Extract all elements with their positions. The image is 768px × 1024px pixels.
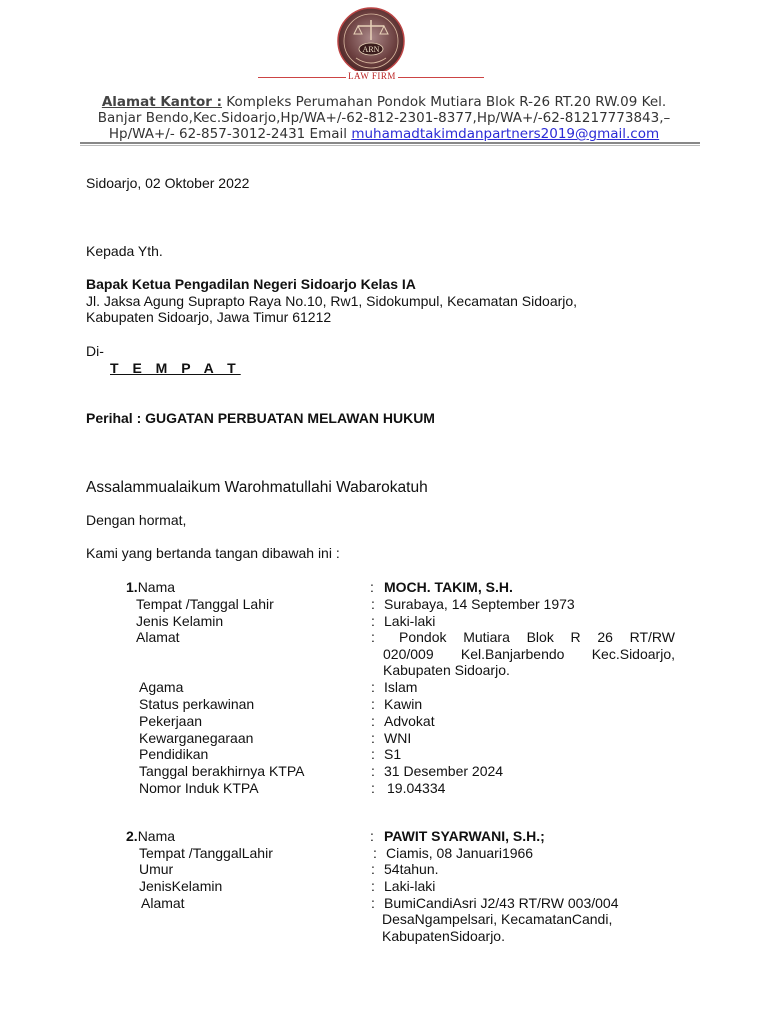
person1-alamat-2: 020/009 Kel.Banjarbendo Kec.Sidoarjo, [383,646,675,662]
person2-umur: 54tahun. [384,861,439,877]
person2-nama-label: Nama [137,828,176,844]
person1-ktpa-number: 19.04334 [387,780,446,796]
colon: : [373,845,377,861]
person2-alamat-1: BumiCandiAsri J2/43 RT/RW 003/004 [384,895,619,911]
person1-ttl-label: Tempat /Tanggal Lahir [136,596,274,612]
person2-number: 2. [126,828,138,844]
person1-pendidikan: S1 [384,746,402,762]
person2-nama-row-label [126,828,175,844]
firm-label: LAW FIRM [346,71,398,81]
colon: : [371,763,375,779]
email-link[interactable]: muhamadtakimdanpartners2019@gmail.com [351,126,660,142]
recipient-address-1: Jl. Jaksa Agung Suprapto Raya No.10, Rw1, Sidokumpul, Kecamatan Sidoarjo, [86,293,578,309]
person1-jk-label: Jenis Kelamin [136,613,224,629]
address-text-1: Kompleks Perumahan Pondok Mutiara Blok R-26 RT.20 RW.09 Kel. [222,94,667,110]
person1-number: 1. [126,579,138,595]
person1-ktpa-date: 31 Desember 2024 [384,763,504,779]
person1-pekerjaan-label: Pekerjaan [139,713,203,729]
person2-jk-label: JenisKelamin [139,878,223,894]
colon: : [371,730,375,746]
header-rule-thin [80,145,700,146]
person2-umur-label: Umur [139,861,174,877]
to-label: Kepada Yth. [86,243,163,259]
colon: : [371,746,375,762]
recipient-address-2: Kabupaten Sidoarjo, Jawa Timur 61212 [86,309,332,325]
firm-logo [336,6,406,76]
person2-ttl-label: Tempat /TanggalLahir [139,845,273,861]
person2-ttl: Ciamis, 08 Januari1966 [386,845,534,861]
address-label: Alamat Kantor : [101,94,223,110]
colon: : [370,579,374,595]
person1-pekerjaan: Advokat [384,713,435,729]
colon: : [371,596,375,612]
person1-ttl: Surabaya, 14 September 1973 [384,596,575,612]
address-line-2: Banjar Bendo,Kec.Sidoarjo,Hp/WA+/-62-812-2301-8377,Hp/WA+/-62-81217773843,– [97,110,671,126]
salutation: Dengan hormat, [86,512,187,528]
person2-alamat-label: Alamat [141,895,185,911]
address-line-1 [78,94,690,111]
di-label: Di- [86,343,104,359]
recipient-name: Bapak Ketua Pengadilan Negeri Sidoarjo Kelas IA [86,276,416,292]
colon: : [371,780,375,796]
person2-jk: Laki-laki [384,878,436,894]
person1-warga-label: Kewarganegaraan [139,730,254,746]
person1-ktpa-number-label: Nomor Induk KTPA [139,780,259,796]
person2-alamat-2: DesaNgampelsari, KecamatanCandi, [382,911,613,927]
colon: : [371,629,375,645]
person1-pendidikan-label: Pendidikan [139,746,209,762]
person1-agama: Islam [384,679,418,695]
colon: : [371,878,375,894]
header-rule [80,142,700,144]
place-date: Sidoarjo, 02 Oktober 2022 [86,175,250,191]
person1-alamat-1: Pondok Mutiara Blok R 26 RT/RW [399,629,675,645]
address-line-3 [78,126,690,143]
colon: : [371,679,375,695]
colon: : [371,861,375,877]
logo-text: ARN [362,45,380,54]
colon: : [371,895,375,911]
colon: : [371,613,375,629]
person1-agama-label: Agama [139,679,184,695]
person1-nama-row-label [126,579,175,595]
tempat-label: T E M P A T [110,360,241,376]
greeting: Assalammualaikum Warohmatullahi Wabarokatuh [86,479,428,496]
intro-text: Kami yang bertanda tangan dibawah ini : [86,545,340,561]
phone-text: Hp/WA+/- 62-857-3012-2431 Email [108,126,352,142]
person1-status: Kawin [384,696,423,712]
colon: : [371,713,375,729]
subject-line: Perihal : GUGATAN PERBUATAN MELAWAN HUKUM [86,410,435,426]
person1-nama: MOCH. TAKIM, S.H. [384,579,513,595]
colon: : [371,696,375,712]
person2-alamat-3: KabupatenSidoarjo. [382,928,505,944]
person1-alamat-3: Kabupaten Sidoarjo. [383,662,510,678]
colon: : [370,828,374,844]
person2-nama: PAWIT SYARWANI, S.H.; [384,828,545,844]
person1-jk: Laki-laki [384,613,436,629]
person1-status-label: Status perkawinan [139,696,255,712]
person1-warga: WNI [384,730,412,746]
person1-ktpa-date-label: Tanggal berakhirnya KTPA [139,763,305,779]
person1-nama-label: Nama [137,579,176,595]
person1-alamat-label: Alamat [136,629,180,645]
